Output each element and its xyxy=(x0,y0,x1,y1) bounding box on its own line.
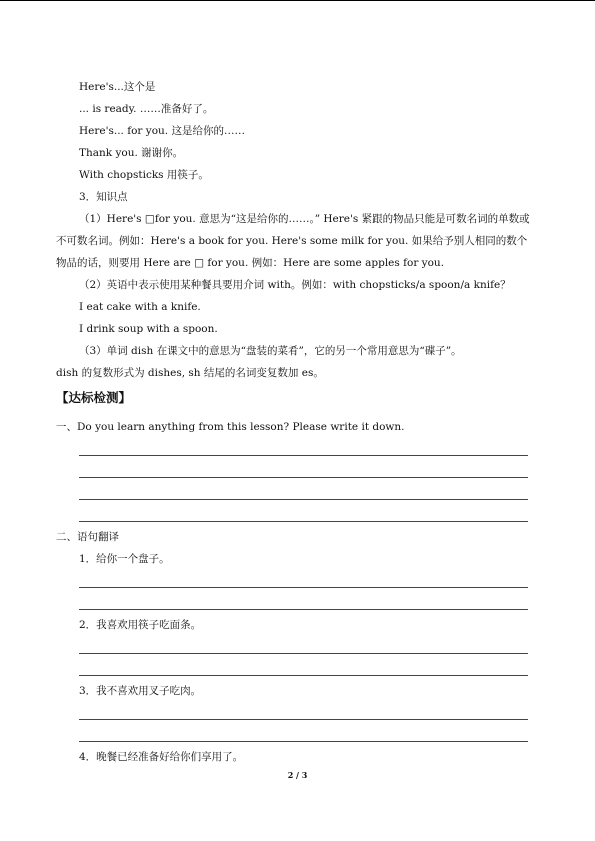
knowledge-paragraph-1: （1）Here's □for you. 意思为“这是给你的……。” Here's 紧跟的物品只能是可数名词的单数或不可数名词。例如：Here's a book for you. Here's some milk for you. 如果给予别人相同的数个物品的话，则要用 Here are □ for you. 例如：Here are some apples for you. xyxy=(56,213,530,269)
knowledge-paragraph-3: （3）单词 dish 在课文中的意思为“盘装的菜肴”，它的另一个常用意思为“碟子”。 xyxy=(79,345,462,357)
knowledge-paragraph-3-cont: dish 的复数形式为 dishes, sh 结尾的名词变复数加 es。 xyxy=(56,367,324,379)
knowledge-paragraph-2: （2）英语中表示使用某种餐具要用介词 with。例如：with chopsticks/a spoon/a knife？ xyxy=(79,279,511,291)
example-spoon: I drink soup with a spoon. xyxy=(79,323,218,335)
example-knife: I eat cake with a knife. xyxy=(79,301,201,313)
answer-line[interactable] xyxy=(79,675,528,676)
translation-item-3: 3．我不喜欢用叉子吃肉。 xyxy=(79,685,202,697)
answer-line[interactable] xyxy=(79,609,528,610)
translation-item-1: 1．给你一个盘子。 xyxy=(79,553,170,565)
top-border xyxy=(0,0,595,1)
page-number: 2 / 3 xyxy=(287,770,308,780)
part1-title: 一、Do you learn anything from this lesson? Please write it down. xyxy=(56,421,405,433)
knowledge-heading: 3．知识点 xyxy=(79,191,128,203)
answer-line[interactable] xyxy=(79,741,528,742)
phrase-is-ready: ... is ready. ……准备好了。 xyxy=(79,103,214,115)
section-title: 【达标检测】 xyxy=(56,390,132,405)
phrase-for-you: Here's... for you. 这是给你的…… xyxy=(79,125,245,137)
translation-item-4: 4．晚餐已经准备好给你们享用了。 xyxy=(79,751,244,763)
answer-line[interactable] xyxy=(79,499,528,500)
answer-line[interactable] xyxy=(79,455,528,456)
phrase-chopsticks: With chopsticks 用筷子。 xyxy=(79,169,209,181)
phrase-heres: Here's...这个是 xyxy=(79,81,156,93)
answer-line[interactable] xyxy=(79,719,528,720)
translation-item-2: 2．我喜欢用筷子吃面条。 xyxy=(79,619,202,631)
part2-title: 二、语句翻译 xyxy=(56,531,119,543)
answer-line[interactable] xyxy=(79,587,528,588)
answer-line[interactable] xyxy=(79,521,528,522)
phrase-thank-you: Thank you. 谢谢你。 xyxy=(79,147,184,159)
answer-line[interactable] xyxy=(79,477,528,478)
answer-line[interactable] xyxy=(79,653,528,654)
